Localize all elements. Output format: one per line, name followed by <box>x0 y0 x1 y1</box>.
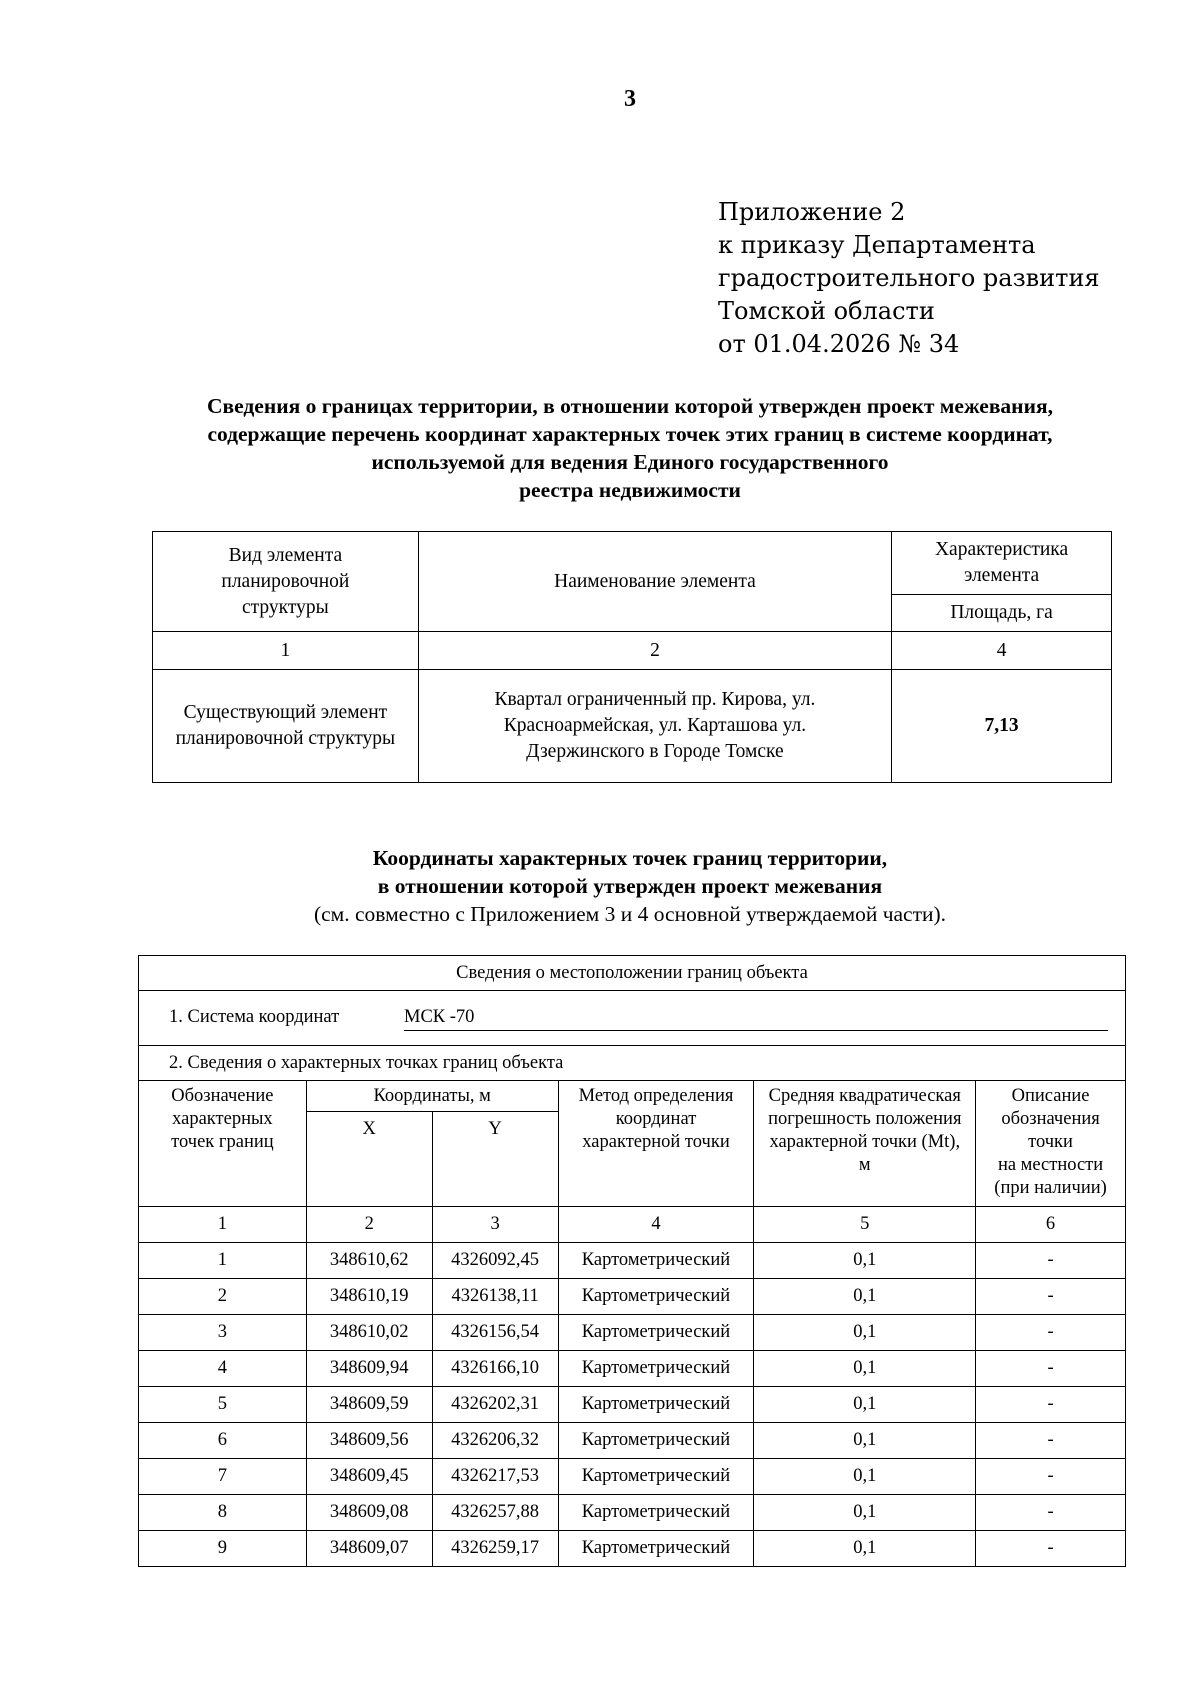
point-x: 348609,07 <box>306 1531 432 1567</box>
coordinate-system-row <box>139 991 1126 1046</box>
point-method: Картометрический <box>558 1459 754 1495</box>
point-x: 348610,62 <box>306 1243 432 1279</box>
point-y: 4326206,32 <box>432 1423 558 1459</box>
table-row <box>139 1423 1126 1459</box>
appendix-line: градостроительного развития <box>718 264 1100 292</box>
page-number: 3 <box>624 86 636 112</box>
point-x: 348609,59 <box>306 1387 432 1423</box>
coordinates-table <box>138 955 1126 1567</box>
point-description: - <box>976 1495 1126 1531</box>
col-number: 4 <box>892 632 1112 670</box>
header-coordinates: Координаты, м <box>306 1081 558 1112</box>
point-y: 4326257,88 <box>432 1495 558 1531</box>
coordinate-system-label: 1. Система координат <box>169 1006 340 1027</box>
point-method: Картометрический <box>558 1423 754 1459</box>
table-row <box>139 1351 1126 1387</box>
point-method: Картометрический <box>558 1279 754 1315</box>
table-row <box>139 1243 1126 1279</box>
point-y: 4326202,31 <box>432 1387 558 1423</box>
point-id: 2 <box>139 1279 307 1315</box>
section2-title <box>120 844 1140 928</box>
appendix-line: от 01.04.2026 № 34 <box>718 330 960 358</box>
header-method: Метод определения координат характерной точки <box>558 1081 754 1207</box>
header-y: Y <box>432 1112 558 1207</box>
point-description: - <box>976 1531 1126 1567</box>
section1-title-line: содержащие перечень координат характерных точек этих границ в системе координат, <box>207 422 1053 446</box>
point-y: 4326259,17 <box>432 1531 558 1567</box>
point-error: 0,1 <box>754 1315 976 1351</box>
point-y: 4326166,10 <box>432 1351 558 1387</box>
point-method: Картометрический <box>558 1243 754 1279</box>
element-area-cell: 7,13 <box>892 670 1112 783</box>
header-x: X <box>306 1112 432 1207</box>
col-number: 2 <box>418 632 891 670</box>
section2-title-line: Координаты характерных точек границ территории, <box>372 846 888 870</box>
section1-title-line: используемой для ведения Единого государственного <box>371 450 889 474</box>
point-description: - <box>976 1315 1126 1351</box>
point-x: 348610,19 <box>306 1279 432 1315</box>
point-x: 348609,94 <box>306 1351 432 1387</box>
element-type-cell: Существующий элемент планировочной структуры <box>153 670 419 783</box>
column-number: 4 <box>558 1207 754 1243</box>
col-header-area: Площадь, га <box>892 595 1112 632</box>
point-error: 0,1 <box>754 1495 976 1531</box>
point-error: 0,1 <box>754 1459 976 1495</box>
point-description: - <box>976 1243 1126 1279</box>
point-error: 0,1 <box>754 1423 976 1459</box>
point-description: - <box>976 1387 1126 1423</box>
point-error: 0,1 <box>754 1387 976 1423</box>
point-id: 1 <box>139 1243 307 1279</box>
col-header-name: Наименование элемента <box>418 532 891 632</box>
appendix-line: Томской области <box>718 297 935 325</box>
points-section-label: 2. Сведения о характерных точках границ объекта <box>139 1046 1126 1081</box>
section2-title-note: (см. совместно с Приложением 3 и 4 основной утверждаемой части). <box>313 902 947 926</box>
section1-title-line: реестра недвижимости <box>519 478 741 502</box>
column-number: 6 <box>976 1207 1126 1243</box>
coordinate-system-value: МСК -70 <box>404 1006 1108 1031</box>
point-error: 0,1 <box>754 1243 976 1279</box>
col-header-characteristic: Характеристика элемента <box>892 532 1112 595</box>
point-id: 7 <box>139 1459 307 1495</box>
header-error: Средняя квадратическая погрешность положения характерной точки (Mt), м <box>754 1081 976 1207</box>
point-id: 4 <box>139 1351 307 1387</box>
point-method: Картометрический <box>558 1351 754 1387</box>
section1-title-line: Сведения о границах территории, в отношении которой утвержден проект межевания, <box>207 394 1053 418</box>
point-id: 9 <box>139 1531 307 1567</box>
point-error: 0,1 <box>754 1351 976 1387</box>
section1-title <box>120 392 1140 504</box>
table-row <box>139 1531 1126 1567</box>
point-description: - <box>976 1423 1126 1459</box>
point-y: 4326092,45 <box>432 1243 558 1279</box>
column-number: 3 <box>432 1207 558 1243</box>
point-y: 4326217,53 <box>432 1459 558 1495</box>
table-caption: Сведения о местоположении границ объекта <box>139 956 1126 991</box>
table-row <box>139 1495 1126 1531</box>
point-method: Картометрический <box>558 1315 754 1351</box>
column-number: 5 <box>754 1207 976 1243</box>
section2-title-line: в отношении которой утвержден проект межевания <box>377 874 883 898</box>
point-id: 8 <box>139 1495 307 1531</box>
element-name-cell: Квартал ограниченный пр. Кирова, ул. Красноармейская, ул. Карташова ул. Дзержинского в Городе Томске <box>418 670 891 783</box>
table-row <box>139 1387 1126 1423</box>
column-number: 1 <box>139 1207 307 1243</box>
point-id: 3 <box>139 1315 307 1351</box>
point-description: - <box>976 1279 1126 1315</box>
column-number: 2 <box>306 1207 432 1243</box>
planning-element-table <box>152 531 1112 783</box>
point-x: 348609,08 <box>306 1495 432 1531</box>
point-id: 6 <box>139 1423 307 1459</box>
point-x: 348609,45 <box>306 1459 432 1495</box>
column-number-row <box>139 1207 1126 1243</box>
point-x: 348610,02 <box>306 1315 432 1351</box>
table-row <box>139 1279 1126 1315</box>
point-method: Картометрический <box>558 1387 754 1423</box>
col-number: 1 <box>153 632 419 670</box>
appendix-line: к приказу Департамента <box>718 231 1036 259</box>
point-x: 348609,56 <box>306 1423 432 1459</box>
header-description: Описание обозначения точки на местности (при наличии) <box>976 1081 1126 1207</box>
col-header-type: Вид элемента планировочной структуры <box>153 532 419 632</box>
point-error: 0,1 <box>754 1279 976 1315</box>
point-description: - <box>976 1459 1126 1495</box>
header-designation: Обозначение характерных точек границ <box>139 1081 307 1207</box>
point-method: Картометрический <box>558 1495 754 1531</box>
point-method: Картометрический <box>558 1531 754 1567</box>
table-row <box>139 1315 1126 1351</box>
point-description: - <box>976 1351 1126 1387</box>
point-error: 0,1 <box>754 1531 976 1567</box>
appendix-line: Приложение 2 <box>718 198 906 226</box>
appendix-header <box>718 196 1100 361</box>
point-y: 4326138,11 <box>432 1279 558 1315</box>
point-y: 4326156,54 <box>432 1315 558 1351</box>
table-row <box>139 1459 1126 1495</box>
point-id: 5 <box>139 1387 307 1423</box>
